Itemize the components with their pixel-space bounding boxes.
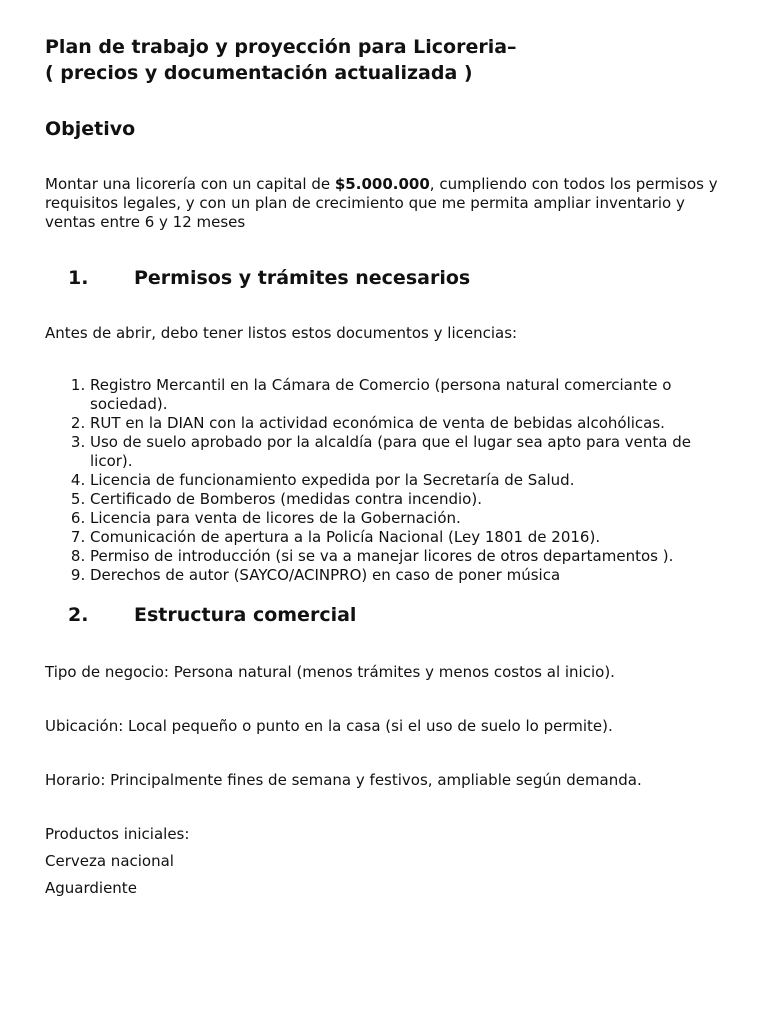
section-1-title: Permisos y trámites necesarios (134, 267, 471, 289)
section-2-title: Estructura comercial (134, 604, 357, 626)
list-item: 6. Licencia para venta de licores de la Gobernación. (90, 509, 725, 528)
list-item: 7. Comunicación de apertura a la Policía Nacional (Ley 1801 de 2016). (90, 528, 725, 547)
objective-paragraph (45, 175, 725, 232)
section-1-intro: Antes de abrir, debo tener listos estos documentos y licencias: (45, 324, 518, 342)
requirements-list (45, 376, 725, 585)
list-item: 4. Licencia de funcionamiento expedida por la Secretaría de Salud. (90, 471, 725, 490)
objective-capital: $5.000.000 (334, 175, 430, 193)
objective-heading: Objetivo (45, 118, 136, 140)
section-1-heading (45, 265, 725, 291)
document-page (45, 34, 725, 898)
product-item: Cerveza nacional (45, 852, 174, 870)
list-item: 9. Derechos de autor (SAYCO/ACINPRO) en caso de poner música (90, 566, 725, 585)
list-item: 1. Registro Mercantil en la Cámara de Comercio (persona natural comerciante o sociedad). (90, 376, 725, 414)
product-item: Aguardiente (45, 879, 137, 897)
business-type-paragraph: Tipo de negocio: Persona natural (menos trámites y menos costos al inicio). (45, 663, 615, 681)
list-item: 2. RUT en la DIAN con la actividad económica de venta de bebidas alcohólicas. (90, 414, 725, 433)
location-paragraph: Ubicación: Local pequeño o punto en la casa (si el uso de suelo lo permite). (45, 717, 613, 735)
list-item: 5. Certificado de Bomberos (medidas contra incendio). (90, 490, 725, 509)
section-2-heading (45, 602, 725, 628)
list-item: 3. Uso de suelo aprobado por la alcaldía (para que el lugar sea apto para venta de licor). (90, 433, 725, 471)
list-item: 8. Permiso de introducción (si se va a manejar licores de otros departamentos ). (90, 547, 725, 566)
objective-text-before: Montar una licorería con un capital de (45, 175, 335, 193)
products-label: Productos iniciales: (45, 825, 190, 843)
objective-text-after: , cumpliendo con todos los permisos y requisitos legales, y con un plan de crecimiento que me permita ampliar inventario y ventas entre 6 y 12 meses (45, 175, 718, 231)
section-1-number: 1. (68, 267, 89, 289)
title-line-1: Plan de trabajo y proyección para Licoreria– (45, 36, 517, 58)
section-2-number: 2. (68, 604, 89, 626)
title-line-2: ( precios y documentación actualizada ) (45, 62, 473, 84)
document-title (45, 34, 725, 86)
schedule-paragraph: Horario: Principalmente fines de semana y festivos, ampliable según demanda. (45, 771, 642, 789)
